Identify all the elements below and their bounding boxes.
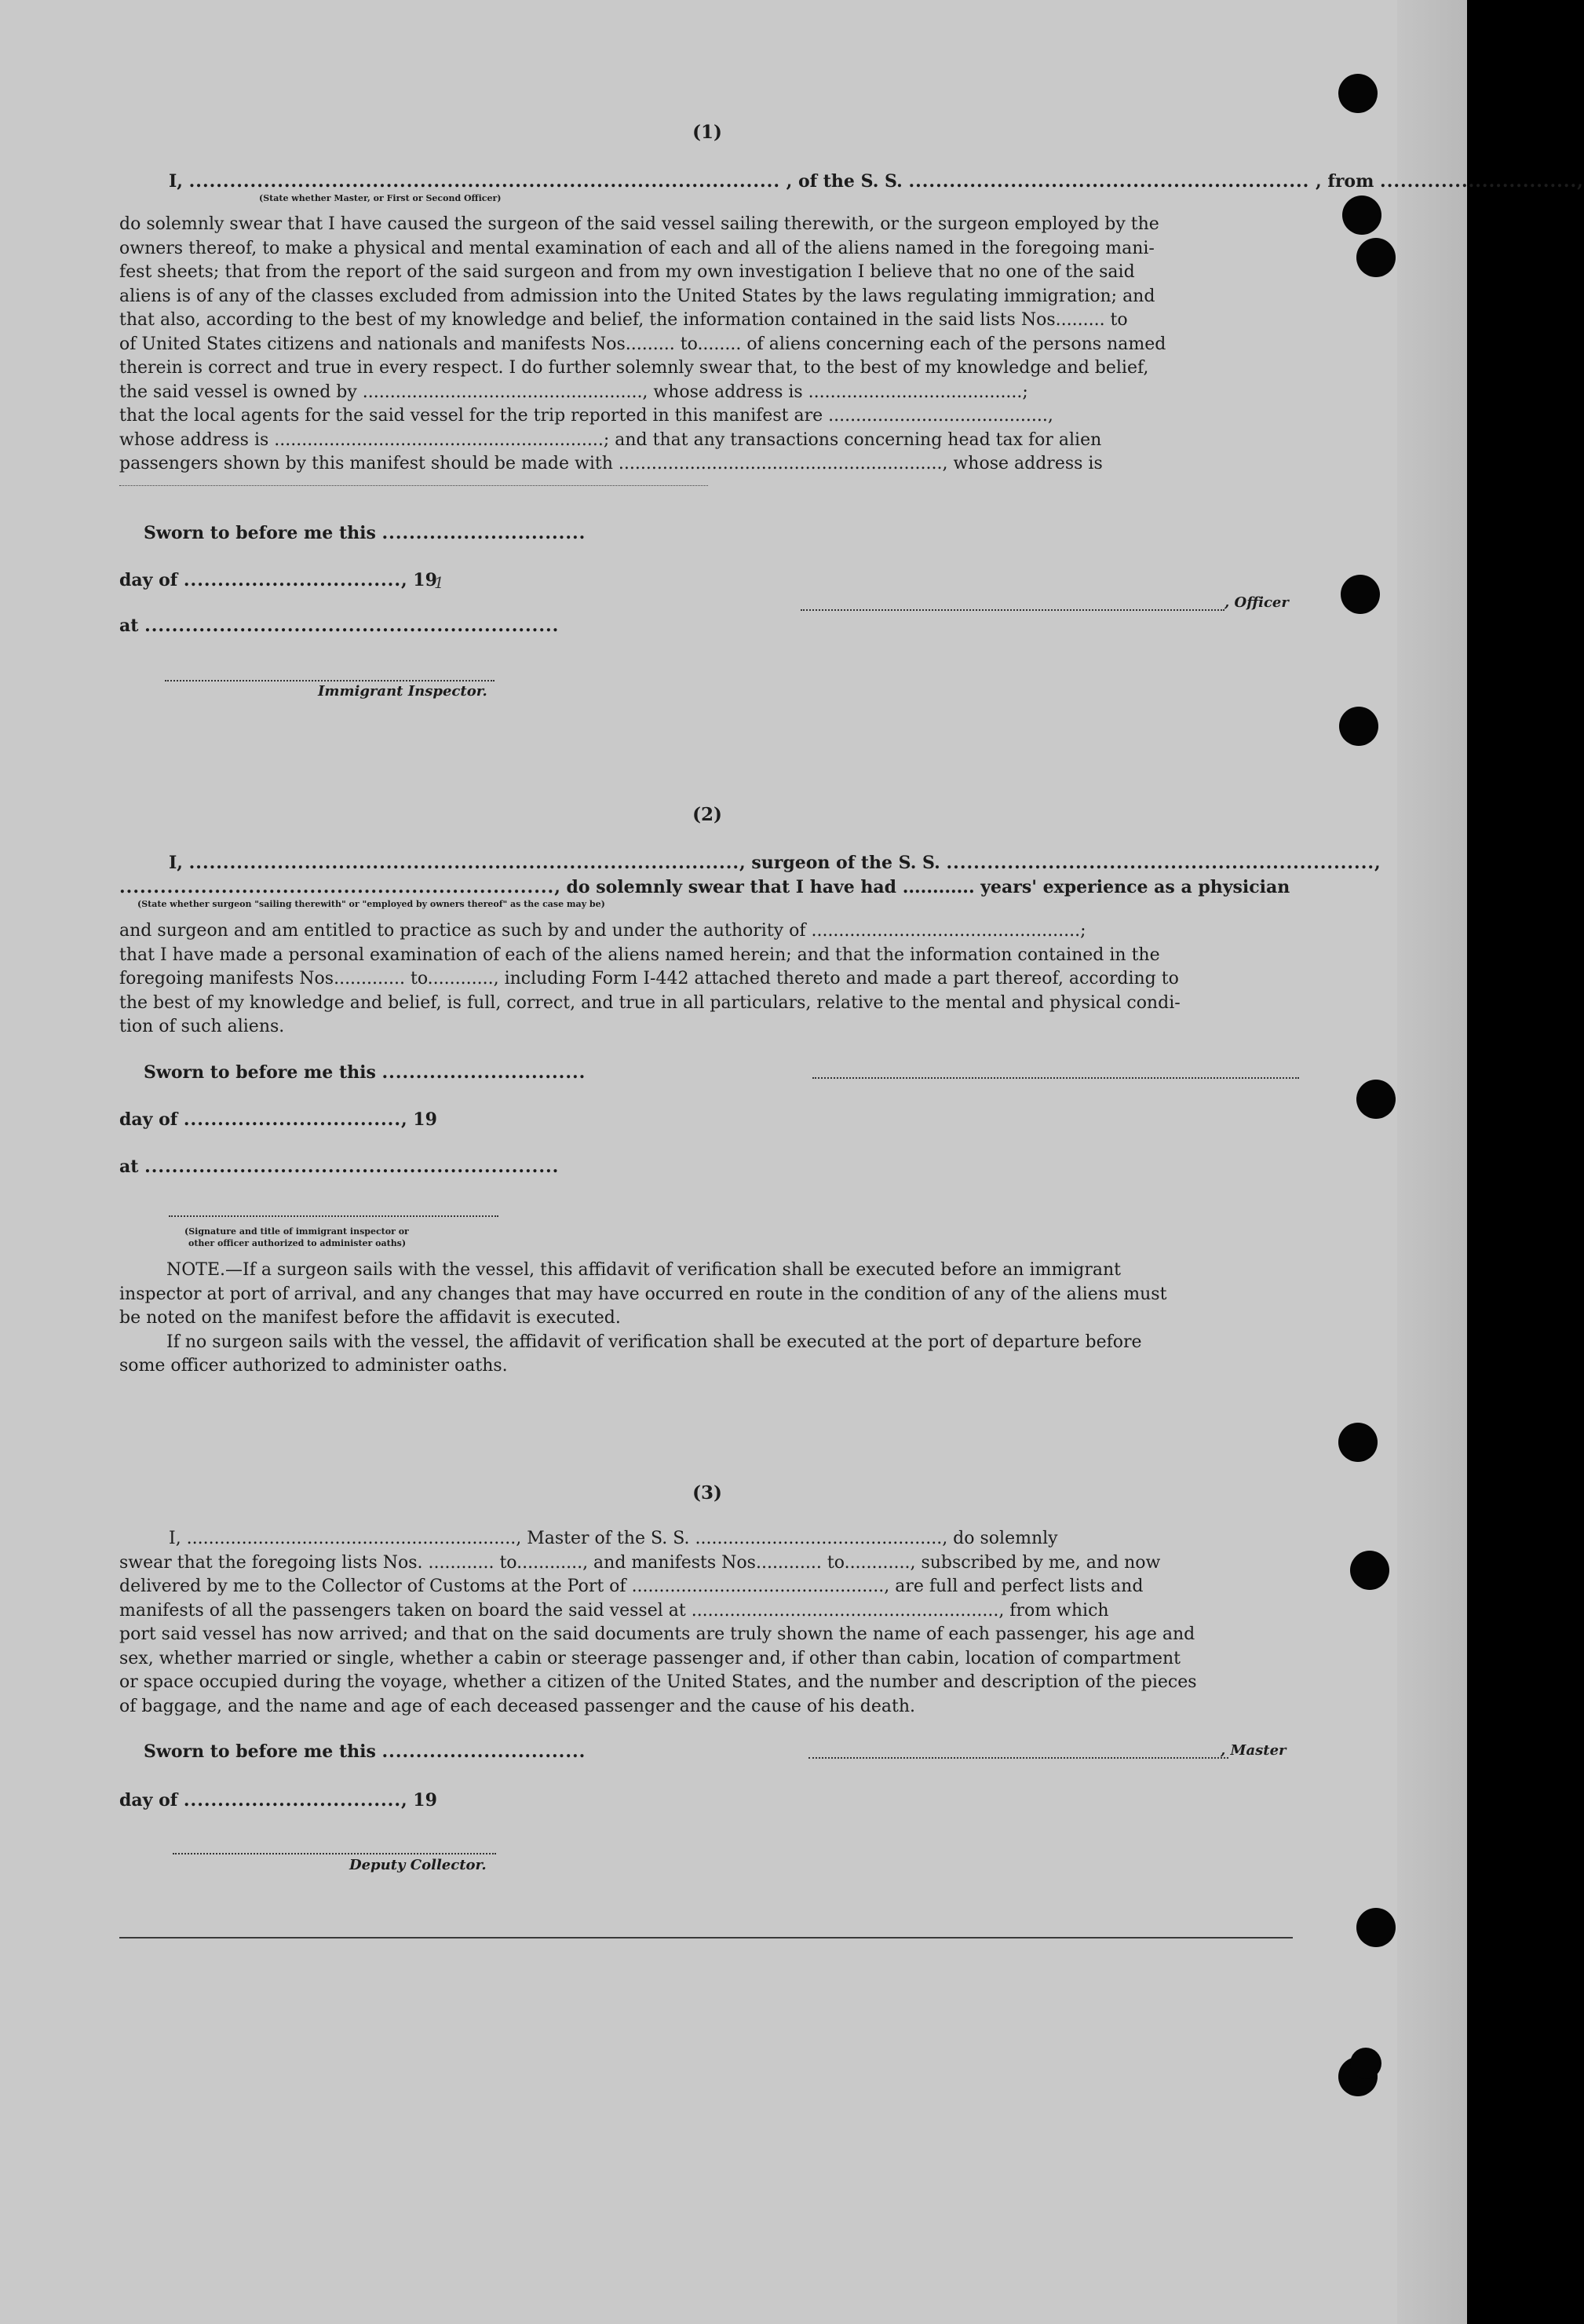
section-2-paragraph bbox=[119, 919, 1298, 1040]
punch-hole bbox=[1356, 1908, 1396, 1947]
surgeon-status-blank[interactable]: ................................................................ bbox=[119, 877, 555, 897]
section-2-sig-note-2: other officer authorized to administer oaths) bbox=[188, 1238, 407, 1248]
note-line: If no surgeon sails with the vessel, the affidavit of verification shall be executed at the port of departure before bbox=[166, 1332, 1142, 1352]
master-signature-line[interactable] bbox=[808, 1757, 1228, 1759]
section-1-line: therein is correct and true in every respect. I do further solemnly swear that, to the best of my knowledge and belief, bbox=[119, 358, 1149, 378]
note-line: inspector at port of arrival, and any changes that may have occurred en route in the condition of any of the aliens must bbox=[119, 1284, 1167, 1304]
section-3-line: I, ............................................................, Master of the S. S. ............................................., do solemnly bbox=[169, 1529, 1058, 1548]
officer-signature-line[interactable] bbox=[801, 609, 1224, 611]
section-2-surgeon-of-ss: , surgeon of the S. S. bbox=[739, 853, 940, 873]
deputy-signature-line bbox=[173, 1853, 496, 1854]
section-1-line: fest sheets; that from the report of the said surgeon and from my own investigation I believe that no one of the said bbox=[119, 262, 1135, 282]
section-3-line: port said vessel has now arrived; and that on the said documents are truly shown the name of each passenger, his age and bbox=[119, 1624, 1195, 1644]
section-3-line: of baggage, and the name and age of each deceased passenger and the cause of his death. bbox=[119, 1696, 915, 1716]
section-1-number: (1) bbox=[692, 122, 722, 143]
section-2-sworn-label: Sworn to before me this bbox=[144, 1062, 376, 1083]
section-1-year: , 19 bbox=[400, 570, 437, 590]
section-1-line: that also, according to the best of my knowledge and belief, the information contained in the said lists Nos......... to bbox=[119, 310, 1128, 330]
section-1-of-ss: , of the S. S. bbox=[786, 171, 903, 192]
handwritten-year-digit: 1 bbox=[434, 573, 444, 592]
section-3-paragraph bbox=[119, 1527, 1298, 1719]
at-place-blank[interactable]: ............................................................. bbox=[144, 616, 560, 636]
section-3-line: manifests of all the passengers taken on board the said vessel at ........................................................, from which bbox=[119, 1600, 1109, 1621]
note-line: NOTE.—If a surgeon sails with the vessel, this affidavit of verification shall be executed before an immigrant bbox=[166, 1260, 1121, 1280]
section-2-year: , 19 bbox=[400, 1109, 437, 1130]
section-2-note bbox=[119, 1259, 1298, 1379]
section-3-number: (3) bbox=[692, 1482, 722, 1504]
day-of-blank[interactable]: ................................ bbox=[183, 1790, 401, 1811]
section-1-officer-label: , Officer bbox=[1224, 594, 1289, 611]
day-of-blank[interactable]: ................................ bbox=[183, 570, 401, 590]
punch-hole bbox=[1338, 74, 1378, 113]
punch-hole bbox=[1342, 195, 1381, 235]
section-1-inspector-label: Immigrant Inspector. bbox=[318, 683, 487, 700]
section-2-surgeon-note: (State whether surgeon "sailing therewith" or "employed by owners thereof" as the case may be) bbox=[137, 899, 605, 909]
section-3-year: , 19 bbox=[400, 1790, 437, 1811]
punch-hole bbox=[1338, 1423, 1378, 1462]
section-1-line: of United States citizens and nationals and manifests Nos......... to........ of aliens concerning each of the persons named bbox=[119, 334, 1166, 354]
bottom-rule bbox=[119, 1937, 1293, 1938]
section-1-officer-note: (State whether Master, or First or Second Officer) bbox=[259, 193, 502, 203]
section-2-line: foregoing manifests Nos............. to............, including Form I-442 attached thereto and made a part thereof, according to bbox=[119, 969, 1179, 988]
section-1-paragraph bbox=[119, 213, 1298, 477]
section-1-sworn-label: Sworn to before me this bbox=[144, 523, 376, 543]
paper-edge bbox=[1397, 0, 1467, 2324]
punch-hole bbox=[1350, 1551, 1389, 1590]
section-1-i: I, bbox=[169, 171, 183, 192]
port-from-blank[interactable]: ............................., bbox=[1380, 171, 1584, 192]
note-line: some officer authorized to administer oaths. bbox=[119, 1356, 508, 1376]
section-2-line-2: , do solemnly swear that I have had ............ years' experience as a physician bbox=[554, 877, 1290, 897]
sworn-date-blank[interactable]: .............................. bbox=[381, 1062, 586, 1083]
section-3-day-of: day of bbox=[119, 1790, 178, 1811]
surgeon-signature-line[interactable] bbox=[812, 1077, 1299, 1079]
section-3-line: sex, whether married or single, whether a cabin or steerage passenger and, if other than cabin, location of compartment bbox=[119, 1648, 1181, 1668]
section-1-line: that the local agents for the said vessel for the trip reported in this manifest are ........................................, bbox=[119, 406, 1053, 426]
section-2-sig-note-1: (Signature and title of immigrant inspector or bbox=[184, 1226, 409, 1237]
section-3-line: delivered by me to the Collector of Customs at the Port of .............................................., are full and perfect lists and bbox=[119, 1577, 1144, 1596]
section-2-line: the best of my knowledge and belief, is full, correct, and true in all particulars, relative to the mental and physical condi- bbox=[119, 992, 1181, 1013]
note-line: be noted on the manifest before the affidavit is executed. bbox=[119, 1308, 621, 1328]
at-place-blank[interactable]: ............................................................. bbox=[144, 1157, 560, 1177]
punch-hole bbox=[1339, 707, 1378, 746]
section-2-day-of: day of bbox=[119, 1109, 178, 1130]
sworn-date-blank[interactable]: .............................. bbox=[381, 523, 586, 543]
section-2-i: I, bbox=[169, 853, 183, 873]
section-3-line: or space occupied during the voyage, whether a citizen of the United States, and the number and description of the pieces bbox=[119, 1672, 1197, 1692]
inspector-signature-line bbox=[165, 680, 495, 681]
section-2-line: tion of such aliens. bbox=[119, 1017, 285, 1036]
section-1-line: the said vessel is owned by ..................................................., whose address is .......................................; bbox=[119, 382, 1028, 402]
punch-hole bbox=[1356, 238, 1396, 277]
section-1-line: owners thereof, to make a physical and mental examination of each and all of the aliens named in the foregoing mani- bbox=[119, 238, 1155, 258]
section-2-at: at bbox=[119, 1157, 139, 1177]
address-underline bbox=[119, 485, 708, 486]
section-1-day-of: day of bbox=[119, 570, 178, 590]
punch-hole bbox=[1350, 2048, 1381, 2079]
section-3-sworn-label: Sworn to before me this bbox=[144, 1741, 376, 1762]
inspector-signature-line bbox=[169, 1215, 498, 1217]
surgeon-vessel-blank[interactable]: ..............................................................., bbox=[946, 853, 1381, 873]
section-3-master-label: , Master bbox=[1221, 1742, 1287, 1759]
section-2-number: (2) bbox=[692, 804, 722, 825]
section-1-from: , from bbox=[1316, 171, 1374, 192]
section-1-line: passengers shown by this manifest should be made with ..........................................................., whose address is bbox=[119, 454, 1103, 473]
section-1-line: do solemnly swear that I have caused the surgeon of the said vessel sailing therewith, or the surgeon employed by the bbox=[119, 214, 1159, 234]
section-1-at: at bbox=[119, 616, 139, 636]
punch-hole bbox=[1356, 1080, 1396, 1119]
section-1-line: aliens is of any of the classes excluded from admission into the United States by the laws regulating immigration; and bbox=[119, 286, 1155, 306]
punch-hole bbox=[1341, 575, 1380, 614]
section-2-line: and surgeon and am entitled to practice as such by and under the authority of .................................................; bbox=[119, 921, 1086, 941]
surgeon-name-blank[interactable]: ................................................................................. bbox=[188, 853, 740, 873]
master-name-blank[interactable]: ....................................................................................... bbox=[188, 171, 780, 192]
section-2-line: that I have made a personal examination of each of the aliens named herein; and that the information contained in the bbox=[119, 945, 1160, 965]
section-1-line: whose address is ............................................................; and that any transactions concerning head tax for alien bbox=[119, 429, 1102, 450]
section-3-deputy-label: Deputy Collector. bbox=[349, 1857, 487, 1873]
day-of-blank[interactable]: ................................ bbox=[183, 1109, 401, 1130]
sworn-date-blank[interactable]: .............................. bbox=[381, 1741, 586, 1762]
section-3-line: swear that the foregoing lists Nos. ............ to............, and manifests Nos............ to............, subscribed by me, and now bbox=[119, 1552, 1161, 1573]
vessel-name-blank[interactable]: ........................................................... bbox=[908, 171, 1310, 192]
